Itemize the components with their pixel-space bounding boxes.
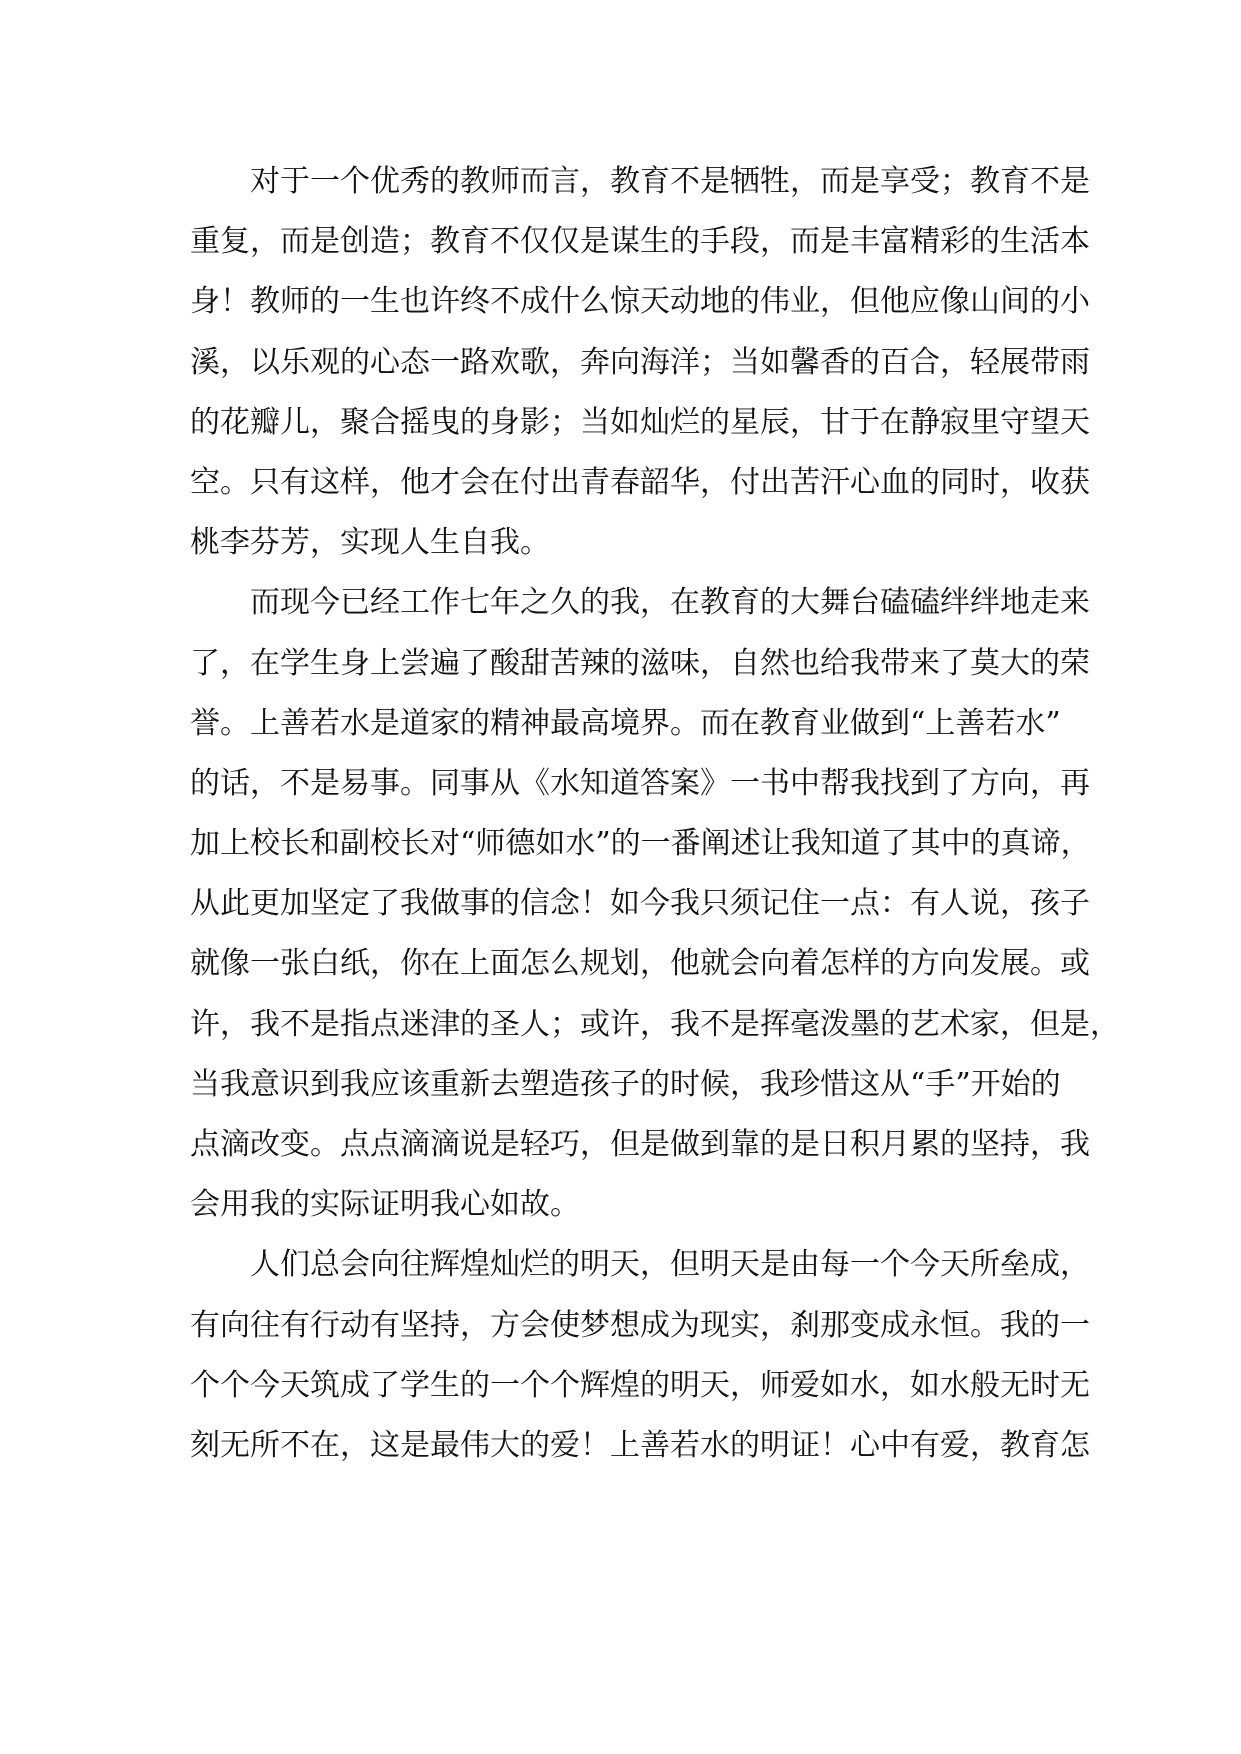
text-line: 许，我不是指点迷津的圣人；或许，我不是挥毫泼墨的艺术家，但是， <box>190 1006 1120 1042</box>
text-line: 当我意识到我应该重新去塑造孩子的时候，我珍惜这从“手”开始的 <box>190 1066 1061 1102</box>
text-line: 从此更加坚定了我做事的信念！如今我只须记住一点：有人说，孩子 <box>190 886 1090 922</box>
text-line: 了，在学生身上尝遍了酸甜苦辣的滋味，自然也给我带来了莫大的荣 <box>190 645 1090 681</box>
text-line: 空。只有这样，他才会在付出青春韶华，付出苦汗心血的同时，收获 <box>190 464 1090 500</box>
text-line: 誉。上善若水是道家的精神最高境界。而在教育业做到“上善若水” <box>190 705 1061 741</box>
text-line: 个个今天筑成了学生的一个个辉煌的明天，师爱如水，如水般无时无 <box>190 1367 1090 1403</box>
text-line: 点滴改变。点点滴滴说是轻巧，但是做到靠的是日积月累的坚持，我 <box>190 1127 1090 1162</box>
text-line: 重复，而是创造；教育不仅仅是谋生的手段，而是丰富精彩的生活本 <box>190 224 1090 260</box>
text-line: 就像一张白纸，你在上面怎么规划，他就会向着怎样的方向发展。或 <box>190 946 1090 982</box>
text-line: 溪，以乐观的心态一路欢歌，奔向海洋；当如馨香的百合，轻展带雨 <box>190 344 1090 380</box>
text-line: 有向往有行动有坚持，方会使梦想成为现实，刹那变成永恒。我的一 <box>190 1307 1090 1343</box>
text-line: 而现今已经工作七年之久的我，在教育的大舞台磕磕绊绊地走来 <box>250 585 1090 621</box>
paragraph-2 <box>190 573 1120 1235</box>
document-body <box>190 152 1120 1476</box>
text-line: 桃李芬芳，实现人生自我。 <box>190 525 550 561</box>
text-line: 的花瓣儿，聚合摇曳的身影；当如灿烂的星辰，甘于在静寂里守望天 <box>190 404 1090 440</box>
text-line: 刻无所不在，这是最伟大的爱！上善若水的明证！心中有爱，教育怎 <box>190 1427 1090 1463</box>
text-line: 会用我的实际证明我心如故。 <box>190 1187 580 1223</box>
text-line: 加上校长和副校长对“师德如水”的一番阐述让我知道了其中的真谛， <box>190 826 1091 862</box>
text-line: 身！教师的一生也许终不成什么惊天动地的伟业，但他应像山间的小 <box>190 284 1090 320</box>
paragraph-3 <box>190 1235 1090 1476</box>
text-line: 对于一个优秀的教师而言，教育不是牺牲，而是享受；教育不是 <box>250 164 1090 199</box>
text-line: 的话，不是易事。同事从《水知道答案》一书中帮我找到了方向，再 <box>190 765 1090 801</box>
paragraph-1 <box>190 152 1090 573</box>
text-line: 人们总会向往辉煌灿烂的明天，但明天是由每一个今天所垒成， <box>250 1247 1090 1283</box>
